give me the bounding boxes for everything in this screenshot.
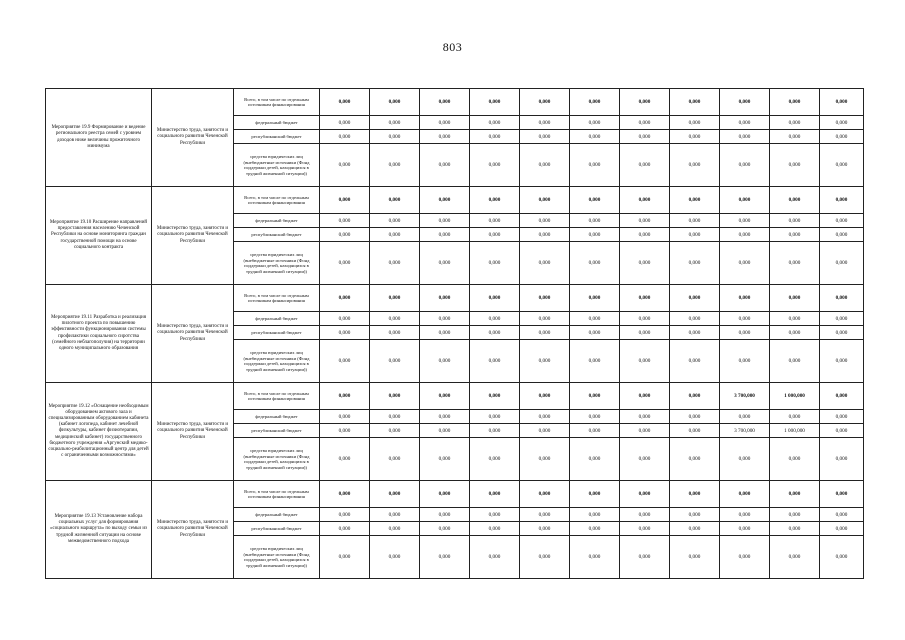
value-cell: 0,000: [820, 536, 864, 579]
value-cell: 0,000: [520, 242, 570, 285]
value-cell: 0,000: [770, 130, 820, 144]
value-cell: 3 700,000: [720, 424, 770, 438]
value-cell: 0,000: [620, 340, 670, 383]
value-cell: 0,000: [670, 312, 720, 326]
value-cell: 0,000: [720, 536, 770, 579]
table-row: [46, 187, 864, 214]
value-cell: 0,000: [820, 187, 864, 214]
value-cell: 0,000: [770, 285, 820, 312]
funding-source: Всего, в том числе по отдельным источникам финансирования: [234, 89, 320, 116]
value-cell: 0,000: [420, 481, 470, 508]
value-cell: 0,000: [820, 242, 864, 285]
value-cell: 0,000: [320, 508, 370, 522]
value-cell: 0,000: [670, 481, 720, 508]
funding-source: Всего, в том числе по отдельным источникам финансирования: [234, 285, 320, 312]
value-cell: 0,000: [820, 144, 864, 187]
executor-name: Министерство труда, занятости и социального развития Чеченской Республики: [152, 481, 234, 579]
value-cell: 0,000: [670, 144, 720, 187]
value-cell: 0,000: [670, 130, 720, 144]
funding-source: средства юридических лиц (внебюджетные источники (Фонд поддержки детей, находящихся в трудной жизненной ситуации)): [234, 536, 320, 579]
value-cell: 0,000: [620, 383, 670, 410]
value-cell: 0,000: [520, 383, 570, 410]
value-cell: 0,000: [320, 89, 370, 116]
value-cell: 0,000: [420, 536, 470, 579]
value-cell: 0,000: [370, 242, 420, 285]
value-cell: 0,000: [620, 410, 670, 424]
value-cell: 0,000: [720, 242, 770, 285]
value-cell: 0,000: [670, 424, 720, 438]
value-cell: 3 700,000: [720, 383, 770, 410]
value-cell: 0,000: [370, 508, 420, 522]
value-cell: 0,000: [620, 438, 670, 481]
value-cell: 0,000: [720, 438, 770, 481]
value-cell: 0,000: [620, 536, 670, 579]
value-cell: 0,000: [820, 214, 864, 228]
value-cell: 0,000: [720, 410, 770, 424]
value-cell: 0,000: [420, 130, 470, 144]
value-cell: 0,000: [320, 285, 370, 312]
value-cell: 0,000: [720, 312, 770, 326]
value-cell: 0,000: [620, 285, 670, 312]
value-cell: 0,000: [320, 522, 370, 536]
value-cell: 0,000: [770, 187, 820, 214]
value-cell: 0,000: [470, 383, 520, 410]
value-cell: 0,000: [770, 116, 820, 130]
executor-name: Министерство труда, занятости и социального развития Чеченской Республики: [152, 89, 234, 187]
funding-source: федеральный бюджет: [234, 312, 320, 326]
funding-source: федеральный бюджет: [234, 508, 320, 522]
value-cell: 0,000: [570, 187, 620, 214]
value-cell: 0,000: [320, 326, 370, 340]
value-cell: 0,000: [720, 285, 770, 312]
value-cell: 0,000: [420, 312, 470, 326]
value-cell: 0,000: [820, 285, 864, 312]
value-cell: 0,000: [520, 340, 570, 383]
value-cell: 0,000: [570, 424, 620, 438]
value-cell: 0,000: [520, 536, 570, 579]
value-cell: 0,000: [520, 326, 570, 340]
value-cell: 0,000: [370, 424, 420, 438]
value-cell: 0,000: [370, 214, 420, 228]
value-cell: 0,000: [770, 312, 820, 326]
funding-source: средства юридических лиц (внебюджетные источники (Фонд поддержки детей, находящихся в трудной жизненной ситуации)): [234, 340, 320, 383]
executor-name: Министерство труда, занятости и социального развития Чеченской Республики: [152, 383, 234, 481]
value-cell: 0,000: [820, 89, 864, 116]
value-cell: 0,000: [720, 144, 770, 187]
value-cell: 1 000,000: [770, 424, 820, 438]
value-cell: 0,000: [370, 410, 420, 424]
value-cell: 0,000: [520, 522, 570, 536]
value-cell: 0,000: [520, 130, 570, 144]
value-cell: 0,000: [720, 508, 770, 522]
value-cell: 0,000: [320, 144, 370, 187]
value-cell: 0,000: [820, 410, 864, 424]
value-cell: 0,000: [420, 187, 470, 214]
value-cell: 0,000: [670, 285, 720, 312]
value-cell: 0,000: [370, 438, 420, 481]
value-cell: 0,000: [320, 536, 370, 579]
value-cell: 0,000: [520, 508, 570, 522]
value-cell: 0,000: [720, 187, 770, 214]
value-cell: 0,000: [670, 228, 720, 242]
value-cell: 0,000: [820, 326, 864, 340]
value-cell: 0,000: [570, 116, 620, 130]
value-cell: 0,000: [370, 285, 420, 312]
executor-name: Министерство труда, занятости и социального развития Чеченской Республики: [152, 187, 234, 285]
value-cell: 0,000: [770, 242, 820, 285]
value-cell: 0,000: [370, 130, 420, 144]
value-cell: 0,000: [620, 312, 670, 326]
value-cell: 0,000: [520, 312, 570, 326]
value-cell: 0,000: [720, 340, 770, 383]
page-number: 803: [442, 40, 463, 54]
table-row: [46, 383, 864, 410]
value-cell: 0,000: [770, 214, 820, 228]
measure-name: Мероприятие 19.9 Формирование и ведение регионального реестра семей с уровнем доходов ниже величины прожиточного минимума: [46, 89, 152, 187]
value-cell: 0,000: [520, 285, 570, 312]
value-cell: 0,000: [570, 214, 620, 228]
value-cell: 0,000: [720, 130, 770, 144]
value-cell: 0,000: [470, 522, 520, 536]
value-cell: 0,000: [820, 340, 864, 383]
value-cell: 0,000: [620, 481, 670, 508]
funding-source: республиканский бюджет: [234, 326, 320, 340]
value-cell: 0,000: [370, 116, 420, 130]
value-cell: 0,000: [770, 228, 820, 242]
value-cell: 0,000: [420, 228, 470, 242]
value-cell: 0,000: [470, 340, 520, 383]
value-cell: 0,000: [620, 130, 670, 144]
value-cell: 0,000: [620, 89, 670, 116]
value-cell: 0,000: [470, 481, 520, 508]
value-cell: 0,000: [370, 536, 420, 579]
value-cell: 0,000: [820, 116, 864, 130]
value-cell: 0,000: [420, 410, 470, 424]
value-cell: 0,000: [720, 326, 770, 340]
funding-source: Всего, в том числе по отдельным источникам финансирования: [234, 481, 320, 508]
table-row: [46, 89, 864, 116]
value-cell: 0,000: [620, 522, 670, 536]
value-cell: 0,000: [620, 214, 670, 228]
measure-name: Мероприятие 19.12 «Оснащение необходимым оборудованием актового зала и специализированным оборудованием кабинета (кабинет логопеда, кабинет лечебной физкультуры, кабинет физиотерапии, медицинский кабинет) государственного бюджетного учреждения «Аргунский медико-социально-реабилитационный центр для детей с ограниченными возможностями»: [46, 383, 152, 481]
value-cell: 0,000: [620, 187, 670, 214]
value-cell: 0,000: [370, 522, 420, 536]
value-cell: 0,000: [420, 424, 470, 438]
value-cell: 0,000: [770, 326, 820, 340]
value-cell: 0,000: [470, 130, 520, 144]
value-cell: 0,000: [320, 228, 370, 242]
budget-table: [45, 88, 864, 579]
value-cell: 0,000: [420, 242, 470, 285]
value-cell: 0,000: [420, 116, 470, 130]
value-cell: 0,000: [570, 410, 620, 424]
value-cell: 0,000: [320, 383, 370, 410]
value-cell: 0,000: [370, 383, 420, 410]
value-cell: 0,000: [470, 312, 520, 326]
value-cell: 0,000: [370, 89, 420, 116]
value-cell: 0,000: [520, 89, 570, 116]
value-cell: 0,000: [320, 214, 370, 228]
value-cell: 0,000: [470, 242, 520, 285]
value-cell: 0,000: [670, 410, 720, 424]
funding-source: федеральный бюджет: [234, 410, 320, 424]
funding-source: федеральный бюджет: [234, 116, 320, 130]
value-cell: 0,000: [570, 340, 620, 383]
value-cell: 0,000: [670, 187, 720, 214]
value-cell: 0,000: [320, 242, 370, 285]
value-cell: 0,000: [520, 116, 570, 130]
funding-source: средства юридических лиц (внебюджетные источники (Фонд поддержки детей, находящихся в трудной жизненной ситуации)): [234, 438, 320, 481]
value-cell: 0,000: [570, 438, 620, 481]
value-cell: 0,000: [670, 508, 720, 522]
value-cell: 0,000: [820, 383, 864, 410]
value-cell: 0,000: [420, 214, 470, 228]
measure-name: Мероприятие 19.10 Расширение направлений предоставления населению Чеченской Республики на основе мониторинга граждан государственной помощи на основе социального контракта: [46, 187, 152, 285]
funding-source: федеральный бюджет: [234, 214, 320, 228]
value-cell: 0,000: [470, 438, 520, 481]
value-cell: 0,000: [620, 242, 670, 285]
funding-source: республиканский бюджет: [234, 424, 320, 438]
value-cell: 0,000: [570, 144, 620, 187]
value-cell: 0,000: [820, 508, 864, 522]
value-cell: 0,000: [620, 508, 670, 522]
value-cell: 0,000: [770, 481, 820, 508]
value-cell: 0,000: [320, 187, 370, 214]
value-cell: 0,000: [820, 438, 864, 481]
funding-source: республиканский бюджет: [234, 522, 320, 536]
value-cell: 0,000: [320, 340, 370, 383]
value-cell: 0,000: [370, 187, 420, 214]
value-cell: 0,000: [420, 89, 470, 116]
value-cell: 0,000: [670, 89, 720, 116]
value-cell: 0,000: [320, 116, 370, 130]
value-cell: 0,000: [520, 424, 570, 438]
value-cell: 0,000: [670, 242, 720, 285]
value-cell: 0,000: [570, 522, 620, 536]
value-cell: 0,000: [720, 89, 770, 116]
value-cell: 0,000: [420, 285, 470, 312]
measure-name: Мероприятие 19.13 Установление набора социальных услуг для формирования «социального маршрута» по выходу семьи из трудной жизненной ситуации на основе межведомственного подхода: [46, 481, 152, 579]
value-cell: 0,000: [370, 144, 420, 187]
value-cell: 0,000: [720, 522, 770, 536]
value-cell: 0,000: [370, 481, 420, 508]
value-cell: 0,000: [670, 383, 720, 410]
value-cell: 0,000: [420, 383, 470, 410]
value-cell: 0,000: [820, 130, 864, 144]
value-cell: 0,000: [770, 522, 820, 536]
value-cell: 0,000: [370, 326, 420, 340]
value-cell: 0,000: [670, 326, 720, 340]
value-cell: 0,000: [470, 536, 520, 579]
value-cell: 0,000: [570, 130, 620, 144]
value-cell: 0,000: [420, 522, 470, 536]
funding-source: республиканский бюджет: [234, 228, 320, 242]
value-cell: 0,000: [470, 187, 520, 214]
value-cell: 0,000: [770, 144, 820, 187]
value-cell: 0,000: [820, 228, 864, 242]
value-cell: 0,000: [620, 326, 670, 340]
value-cell: 0,000: [670, 536, 720, 579]
value-cell: 0,000: [470, 214, 520, 228]
value-cell: 0,000: [820, 424, 864, 438]
value-cell: 0,000: [320, 424, 370, 438]
value-cell: 0,000: [420, 144, 470, 187]
value-cell: 0,000: [420, 326, 470, 340]
value-cell: 0,000: [670, 522, 720, 536]
value-cell: 0,000: [770, 89, 820, 116]
value-cell: 0,000: [570, 481, 620, 508]
value-cell: 0,000: [420, 340, 470, 383]
value-cell: 0,000: [820, 312, 864, 326]
funding-source: средства юридических лиц (внебюджетные источники (Фонд поддержки детей, находящихся в трудной жизненной ситуации)): [234, 242, 320, 285]
value-cell: 0,000: [670, 116, 720, 130]
value-cell: 0,000: [470, 144, 520, 187]
value-cell: 0,000: [320, 130, 370, 144]
value-cell: 0,000: [370, 340, 420, 383]
value-cell: 0,000: [520, 481, 570, 508]
value-cell: 0,000: [320, 410, 370, 424]
value-cell: 0,000: [470, 116, 520, 130]
value-cell: 0,000: [570, 508, 620, 522]
value-cell: 1 000,000: [770, 383, 820, 410]
value-cell: 0,000: [370, 228, 420, 242]
value-cell: 0,000: [720, 116, 770, 130]
value-cell: 0,000: [470, 326, 520, 340]
value-cell: 0,000: [470, 285, 520, 312]
value-cell: 0,000: [570, 312, 620, 326]
value-cell: 0,000: [570, 383, 620, 410]
value-cell: 0,000: [620, 144, 670, 187]
value-cell: 0,000: [720, 228, 770, 242]
value-cell: 0,000: [620, 228, 670, 242]
value-cell: 0,000: [420, 508, 470, 522]
value-cell: 0,000: [520, 438, 570, 481]
table-row: [46, 285, 864, 312]
value-cell: 0,000: [770, 536, 820, 579]
value-cell: 0,000: [720, 481, 770, 508]
value-cell: 0,000: [570, 536, 620, 579]
value-cell: 0,000: [370, 312, 420, 326]
value-cell: 0,000: [620, 116, 670, 130]
value-cell: 0,000: [520, 214, 570, 228]
value-cell: 0,000: [570, 285, 620, 312]
value-cell: 0,000: [520, 228, 570, 242]
value-cell: 0,000: [470, 508, 520, 522]
value-cell: 0,000: [470, 228, 520, 242]
value-cell: 0,000: [720, 214, 770, 228]
value-cell: 0,000: [670, 438, 720, 481]
value-cell: 0,000: [670, 214, 720, 228]
value-cell: 0,000: [470, 410, 520, 424]
value-cell: 0,000: [520, 410, 570, 424]
value-cell: 0,000: [520, 187, 570, 214]
measure-name: Мероприятие 19.11 Разработка и реализация пилотного проекта по повышению эффективности функционирования системы профилактики социального сиротства (семейного неблагополучия) на территории одного муниципального образования: [46, 285, 152, 383]
value-cell: 0,000: [770, 410, 820, 424]
value-cell: 0,000: [670, 340, 720, 383]
funding-source: республиканский бюджет: [234, 130, 320, 144]
value-cell: 0,000: [470, 424, 520, 438]
funding-source: средства юридических лиц (внебюджетные источники (Фонд поддержки детей, находящихся в трудной жизненной ситуации)): [234, 144, 320, 187]
value-cell: 0,000: [570, 89, 620, 116]
value-cell: 0,000: [770, 340, 820, 383]
value-cell: 0,000: [820, 481, 864, 508]
funding-source: Всего, в том числе по отдельным источникам финансирования: [234, 383, 320, 410]
funding-source: Всего, в том числе по отдельным источникам финансирования: [234, 187, 320, 214]
value-cell: 0,000: [320, 438, 370, 481]
executor-name: Министерство труда, занятости и социального развития Чеченской Республики: [152, 285, 234, 383]
value-cell: 0,000: [320, 481, 370, 508]
value-cell: 0,000: [520, 144, 570, 187]
value-cell: 0,000: [770, 438, 820, 481]
value-cell: 0,000: [570, 242, 620, 285]
value-cell: 0,000: [770, 508, 820, 522]
table-row: [46, 481, 864, 508]
value-cell: 0,000: [820, 522, 864, 536]
value-cell: 0,000: [570, 228, 620, 242]
value-cell: 0,000: [620, 424, 670, 438]
value-cell: 0,000: [570, 326, 620, 340]
value-cell: 0,000: [470, 89, 520, 116]
value-cell: 0,000: [320, 312, 370, 326]
value-cell: 0,000: [420, 438, 470, 481]
